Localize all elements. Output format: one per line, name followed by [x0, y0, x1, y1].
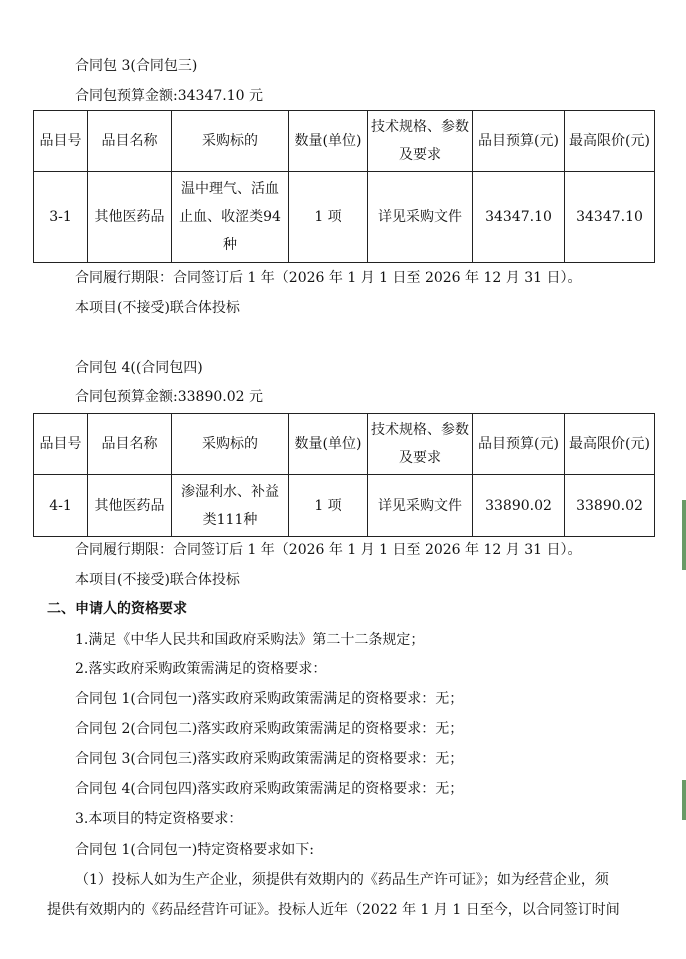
pkg3-title: 合同包 3(合同包三)	[75, 58, 198, 74]
section2-p3-pkg1: 合同包 1(合同包一)特定资格要求如下:	[75, 842, 314, 858]
cell-item-no: 4-1	[34, 475, 88, 537]
section2-p2-item: 合同包 4(合同包四)落实政府采购政策需满足的资格要求：无；	[75, 781, 464, 797]
header-item-no: 品目号	[34, 414, 88, 475]
header-item-no: 品目号	[34, 111, 88, 172]
cell-max-price: 34347.10	[565, 172, 655, 263]
pkg4-table	[33, 413, 655, 537]
section2-p3: 3.本项目的特定资格要求：	[75, 811, 243, 827]
header-subject: 采购标的	[172, 414, 289, 475]
header-quantity: 数量(单位)	[289, 414, 368, 475]
cell-subject: 渗湿利水、补益类111种	[172, 475, 289, 537]
scan-edge-mark	[682, 780, 686, 820]
section2-p3-item1-line2: 提供有效期内的《药品经营许可证》。投标人近年（2022 年 1 月 1 日至今，以合同签订时间	[47, 902, 620, 918]
cell-quantity: 1 项	[289, 172, 368, 263]
cell-budget: 33890.02	[473, 475, 565, 537]
pkg3-period: 合同履行期限：合同签订后 1 年（2026 年 1 月 1 日至 2026 年 12 月 31 日）。	[75, 270, 582, 286]
pkg4-title: 合同包 4((合同包四)	[75, 360, 203, 376]
header-max-price: 最高限价(元)	[565, 414, 655, 475]
section2-p2: 2.落实政府采购政策需满足的资格要求：	[75, 661, 327, 677]
cell-subject: 温中理气、活血止血、收涩类94种	[172, 172, 289, 263]
cell-spec: 详见采购文件	[368, 475, 473, 537]
pkg4-header-row	[34, 414, 655, 475]
cell-budget: 34347.10	[473, 172, 565, 263]
cell-spec: 详见采购文件	[368, 172, 473, 263]
pkg4-period: 合同履行期限：合同签订后 1 年（2026 年 1 月 1 日至 2026 年 12 月 31 日）。	[75, 542, 582, 558]
cell-item-name: 其他医药品	[88, 172, 172, 263]
header-budget: 品目预算(元)	[473, 414, 565, 475]
pkg3-table	[33, 110, 655, 263]
cell-item-name: 其他医药品	[88, 475, 172, 537]
header-quantity: 数量(单位)	[289, 111, 368, 172]
pkg3-data-row	[34, 172, 655, 263]
header-max-price: 最高限价(元)	[565, 111, 655, 172]
section2-p2-item: 合同包 3(合同包三)落实政府采购政策需满足的资格要求：无；	[75, 751, 464, 767]
header-spec: 技术规格、参数及要求	[368, 111, 473, 172]
header-budget: 品目预算(元)	[473, 111, 565, 172]
scan-edge-mark	[682, 500, 686, 570]
pkg4-consortium: 本项目(不接受)联合体投标	[75, 572, 240, 588]
cell-item-no: 3-1	[34, 172, 88, 263]
pkg4-budget: 合同包预算金额:33890.02 元	[75, 389, 263, 405]
header-subject: 采购标的	[172, 111, 289, 172]
pkg3-consortium: 本项目(不接受)联合体投标	[75, 300, 240, 316]
section2-p2-item: 合同包 2(合同包二)落实政府采购政策需满足的资格要求：无；	[75, 721, 464, 737]
header-item-name: 品目名称	[88, 414, 172, 475]
header-item-name: 品目名称	[88, 111, 172, 172]
header-spec: 技术规格、参数及要求	[368, 414, 473, 475]
section2-p2-item: 合同包 1(合同包一)落实政府采购政策需满足的资格要求：无；	[75, 691, 464, 707]
cell-quantity: 1 项	[289, 475, 368, 537]
section2-p1: 1.满足《中华人民共和国政府采购法》第二十二条规定；	[75, 632, 425, 648]
pkg4-data-row	[34, 475, 655, 537]
pkg3-header-row	[34, 111, 655, 172]
section2-p3-item1-line1: （1）投标人如为生产企业，须提供有效期内的《药品生产许可证》；如为经营企业，须	[75, 872, 609, 888]
cell-max-price: 33890.02	[565, 475, 655, 537]
section2-heading: 二、申请人的资格要求	[47, 601, 187, 617]
pkg3-budget: 合同包预算金额:34347.10 元	[75, 88, 263, 104]
